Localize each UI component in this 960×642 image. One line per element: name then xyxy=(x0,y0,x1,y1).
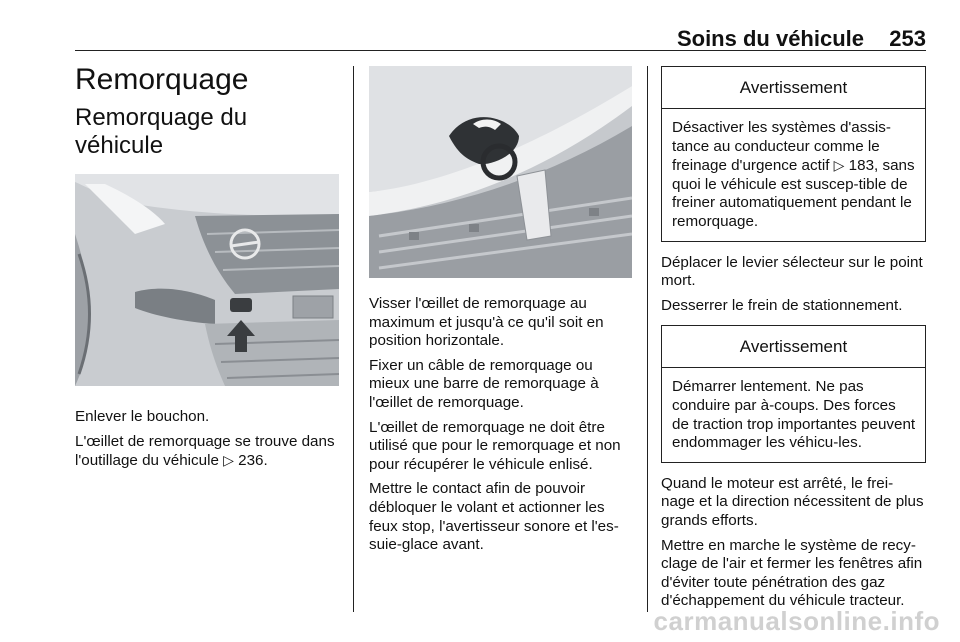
column-1 xyxy=(75,64,341,477)
column-divider-1 xyxy=(353,66,354,612)
warning-box-start-slowly xyxy=(661,325,926,462)
section-subtitle: Remorquage du véhicule xyxy=(75,104,248,159)
page-reference: 183, xyxy=(848,157,879,175)
warning-title: Avertissement xyxy=(662,67,925,109)
paragraph-attach-cable: Fixer un câble de remorquage ou mieux une barre de remorquage à l'œillet de remorquage. xyxy=(369,356,599,411)
page-number: 253 xyxy=(889,26,926,51)
section-title: Remorquage xyxy=(75,63,249,96)
towing-eye-illustration xyxy=(369,66,632,278)
column-divider-2 xyxy=(647,66,648,612)
header-divider xyxy=(75,50,926,51)
ref-arrow-icon: ▷ xyxy=(833,157,845,174)
column-2 xyxy=(369,66,632,561)
running-header-title: Soins du véhicule xyxy=(676,26,864,51)
site-watermark: carmanualsonline.info xyxy=(653,606,940,636)
paragraph-remove-cap: Enlever le bouchon. xyxy=(75,408,210,425)
page-reference: 236. xyxy=(238,452,268,470)
ref-arrow-icon: ▷ xyxy=(223,452,234,469)
warning-body: Démarrer lentement. Ne pas conduire par à-coups. Des forces de traction trop importantes peuvent endommager les véhicu-les. xyxy=(672,378,916,452)
paragraph-engine-off: Quand le moteur est arrêté, le frei-nage et la direction nécessitent de plus grands efforts. xyxy=(661,474,924,529)
warning-body xyxy=(662,109,925,241)
paragraph-eye-location-text: L'œillet de remorquage se trouve dans l'outillage du véhicule xyxy=(75,432,335,470)
warning-text: Désactiver les systèmes d'assis-tance au conducteur comme le freinage d'urgence actif xyxy=(672,119,891,175)
paragraph-usage-limit: L'œillet de remorquage ne doit être utilisé que pour le remorquage et non pour récupérer le véhicule enlisé. xyxy=(369,418,621,473)
column-3 xyxy=(661,66,926,617)
paragraph-eye-location xyxy=(75,433,341,471)
paragraph-neutral: Déplacer le levier sélecteur sur le point mort. xyxy=(661,253,923,290)
paragraph-parking-brake: Desserrer le frein de stationnement. xyxy=(661,296,903,314)
paragraph-air-recirculation: Mettre en marche le système de recy-clage de l'air et fermer les fenêtres afin d'éviter toute pénétration des gaz d'échappement du véhicule tracteur. xyxy=(661,536,923,610)
warning-text-continued: sans quoi le véhicule est suscep-tible de freiner automatiquement pendant le remorquage. xyxy=(672,157,915,230)
warning-title: Avertissement xyxy=(662,326,925,368)
paragraph-screw-eye: Visser l'œillet de remorquage au maximum et jusqu'à ce qu'il soit en position horizontale. xyxy=(369,295,604,350)
warning-box-assist-systems xyxy=(661,66,926,242)
paragraph-ignition: Mettre le contact afin de pouvoir débloquer le volant et actionner les feux stop, l'avertisseur sonore et l'es-suie-glace avant. xyxy=(369,480,619,554)
bumper-cap-illustration xyxy=(75,174,339,386)
